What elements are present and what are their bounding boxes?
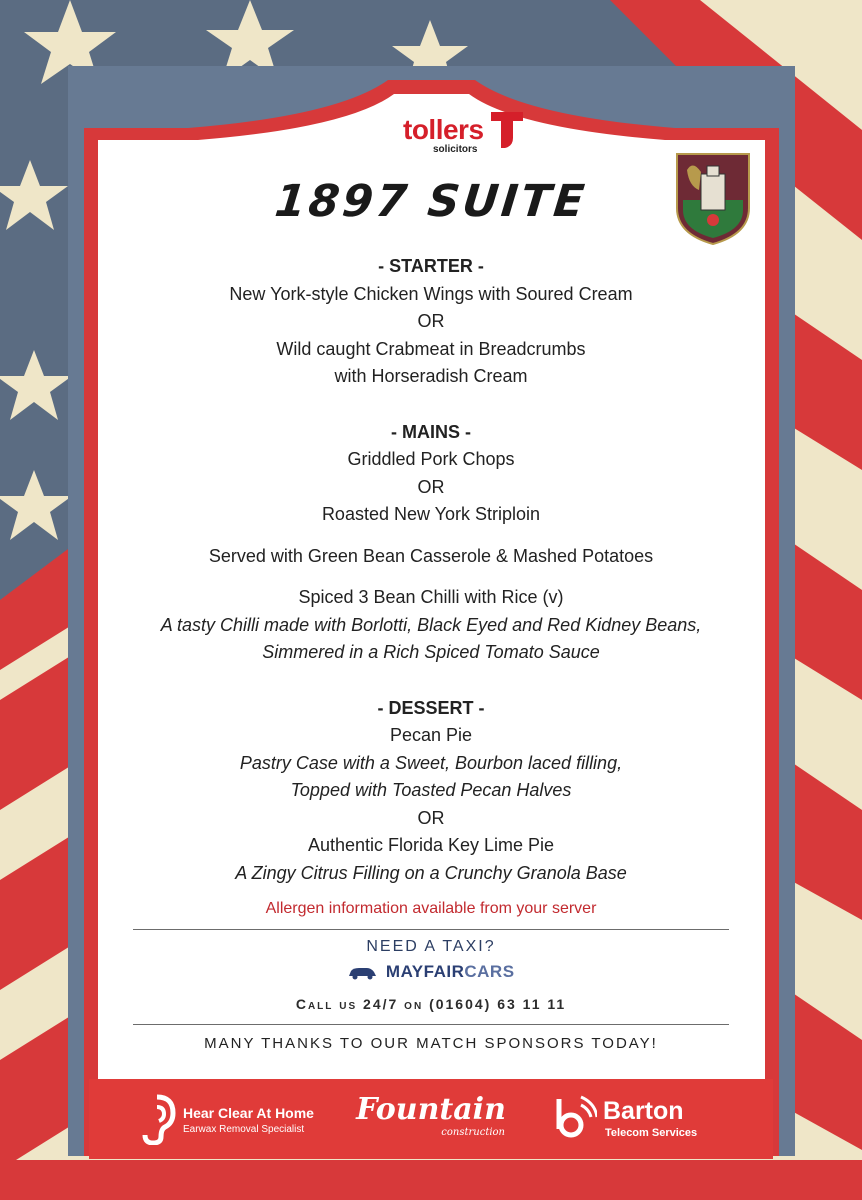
- starter-line: OR: [417, 311, 445, 331]
- allergen-note: Allergen information available from your server: [265, 900, 597, 917]
- dessert-desc: Pastry Case with a Sweet, Bourbon laced filling,: [239, 752, 623, 773]
- page-title: 1897 SUITE: [272, 176, 590, 227]
- taxi-phone: Call us 24/7 on (01604) 63 11 11: [295, 996, 567, 1012]
- starter-line: with Horseradish Cream: [334, 366, 528, 386]
- dessert-desc: A Zingy Citrus Filling on a Crunchy Granola Base: [235, 862, 627, 883]
- veg-desc: Simmered in a Rich Spiced Tomato Sauce: [262, 642, 600, 662]
- menu-list: [103, 253, 759, 1052]
- sponsor-hear-clear: [137, 1093, 327, 1145]
- dessert-or: OR: [417, 807, 445, 828]
- mains-heading: - MAINS -: [391, 421, 471, 442]
- dessert-item: Authentic Florida Key Lime Pie: [307, 835, 555, 855]
- starter-line: Wild caught Crabmeat in Breadcrumbs: [276, 338, 586, 359]
- tollers-logo: [403, 108, 543, 158]
- sponsors-thanks: MANY THANKS TO OUR MATCH SPONSORS TODAY!: [204, 1035, 658, 1052]
- sponsor-fountain: [351, 1093, 511, 1145]
- sponsor2-sub: construction: [441, 1127, 505, 1138]
- mayfair-name-b: CARS: [464, 962, 515, 981]
- mayfair-name-a: MAYFAIR: [385, 962, 465, 981]
- sponsor-barton: [551, 1093, 731, 1145]
- ear-icon: [137, 1093, 177, 1145]
- starter-heading: - STARTER -: [378, 256, 484, 276]
- tollers-name: tollers: [403, 114, 484, 145]
- sponsor3-sub: Telecom Services: [605, 1127, 698, 1139]
- sponsor2-title: Fountain: [356, 1092, 506, 1127]
- divider: [133, 929, 729, 930]
- tollers-t-icon: [491, 110, 523, 150]
- car-icon: [347, 966, 377, 980]
- mains-line: OR: [417, 476, 445, 497]
- sponsor1-title: Hear Clear At Home: [183, 1105, 314, 1121]
- starter-line: New York-style Chicken Wings with Soured Cream: [229, 283, 633, 304]
- mains-line: Roasted New York Striploin: [321, 504, 541, 524]
- sponsor1-sub: Earwax Removal Specialist: [183, 1124, 305, 1135]
- sponsor3-title: Barton: [603, 1097, 684, 1125]
- mains-served: Served with Green Bean Casserole & Mashed Potatoes: [208, 545, 654, 566]
- mayfair-logo: [103, 962, 759, 984]
- club-crest-icon: [673, 150, 753, 246]
- taxi-question: NEED A TAXI?: [366, 938, 496, 955]
- divider: [133, 1024, 729, 1025]
- mains-line: Griddled Pork Chops: [347, 449, 515, 469]
- menu-content: [103, 108, 759, 1080]
- tollers-sub: solicitors: [433, 144, 478, 155]
- dessert-item: Pecan Pie: [389, 725, 473, 745]
- veg-title: Spiced 3 Bean Chilli with Rice (v): [298, 587, 564, 607]
- dessert-desc: Topped with Toasted Pecan Halves: [290, 780, 572, 800]
- barton-b-icon: [551, 1095, 597, 1141]
- sponsors-bar: [89, 1079, 773, 1159]
- veg-desc: A tasty Chilli made with Borlotti, Black Eyed and Red Kidney Beans,: [160, 614, 702, 635]
- dessert-heading: - DESSERT -: [377, 697, 485, 718]
